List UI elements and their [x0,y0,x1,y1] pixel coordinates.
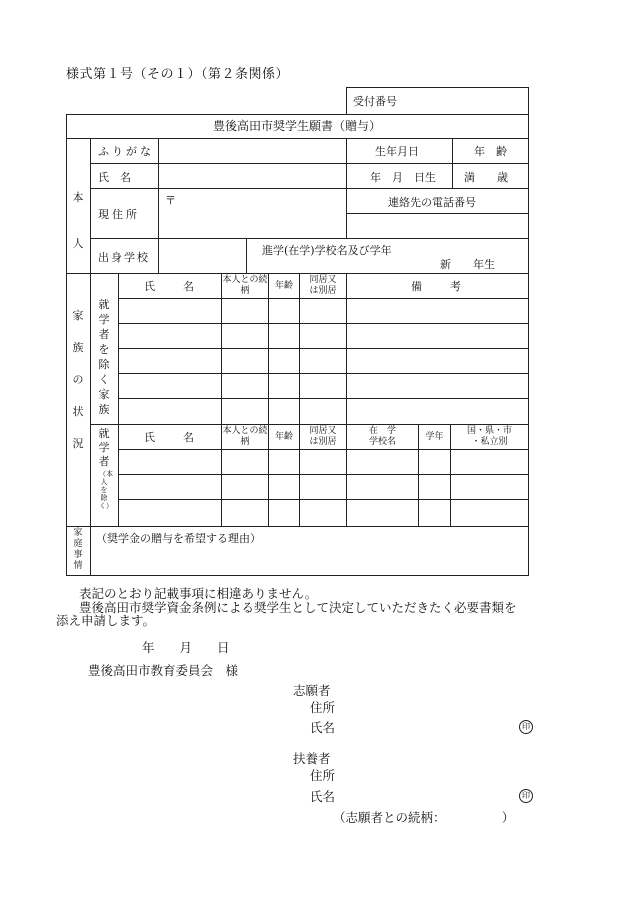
col-cohabit-divider [346,273,347,526]
receipt-number-label: 受付番号 [353,95,397,108]
row-line [118,298,528,299]
row-line [118,323,528,324]
header-cohabit-1: 同居又は別居 [309,275,337,296]
row-line [118,348,528,349]
guardian-seal-icon: 印 [519,789,533,803]
row-line [118,474,528,475]
circumstances-text[interactable]: （奨学金の贈与を希望する理由） [96,532,261,545]
birthdate-label: 生年月日 [375,145,419,158]
address-label: 現住所 [98,208,140,221]
guardian-relation: （志願者との続柄： ） [333,810,515,825]
form-label: 様式第１号（その１）（第２条関係） [66,67,290,82]
header-name-2: 氏 名 [144,431,196,444]
family-section-bottom [66,526,528,527]
furigana-label: ふりがな [98,145,154,158]
header-age-1: 年齢 [274,281,293,291]
applicant-side-label: 本人 [72,191,84,250]
row-line [118,373,528,374]
address-row-bottom [90,238,528,239]
header-grade: 学年 [425,432,444,442]
receipt-number-field[interactable] [420,90,524,110]
header-relation-2: 本人との続柄 [222,426,268,447]
applicant-side-divider [90,138,91,273]
applicant-sign-name: 氏名 [310,720,336,735]
family-group-divider [118,273,119,526]
header-remarks-1: 備 考 [411,280,463,293]
table-bottom-border [66,575,529,576]
family-side-divider [90,273,91,526]
phone-field[interactable] [348,215,526,236]
header-relation-1: 本人との続柄 [222,275,268,296]
row-line [118,449,528,450]
receipt-box-top [346,87,528,88]
applicant-section-bottom [66,273,528,274]
name-row-bottom [90,188,528,189]
family-group2-sublabel: （本人を除く） [99,470,113,510]
form-title: 豊後高田市奨学生願書（贈与） [212,119,381,133]
declaration-line-2: 豊後高田市奨学資金条例による奨学生として決定していただきたく必要書類を [79,600,517,615]
birth-col-divider [346,138,347,238]
declaration-line-1: 表記のとおり記載事項に相違ありません。 [79,586,318,601]
receipt-box-left [346,87,347,114]
table-left-border [66,114,67,575]
applicant-sign-address: 住所 [310,700,336,715]
group1-bottom [90,424,528,425]
name-label: 氏 名 [98,171,131,184]
declaration-line-3: 添え申請します。 [56,613,156,628]
header-school-type: 国・県・市 ・私立別 [466,426,512,447]
grade-value[interactable]: 新 年生 [440,258,495,271]
addressee: 豊後高田市教育委員会 様 [88,663,239,678]
circumstances-side-divider [90,526,91,575]
family-group2-label: 就学者 [98,427,110,468]
age-label: 年 齢 [474,145,507,158]
family-group1-label: 就学者を除く家族 [98,298,110,416]
postal-mark: 〒 [165,194,176,207]
furigana-field[interactable] [160,140,344,162]
header-cohabit-2: 同居又は別居 [309,426,337,447]
applicant-seal-icon: 印 [519,720,533,734]
col-name-divider [221,273,222,526]
phone-label: 連絡先の電話番号 [388,196,476,209]
header-school: 在 学 学校名 [368,426,396,447]
school-next-label: 進学(在学)学校名及び学年 [262,244,392,257]
school-from-field[interactable] [160,240,244,271]
school-mid-divider [246,238,247,273]
guardian-sign-name: 氏名 [310,789,336,804]
col-relation-divider [268,273,269,526]
furigana-row-bottom [90,163,528,164]
address-field[interactable] [176,192,344,236]
header-name-1: 氏 名 [144,280,196,293]
circumstances-side-label: 家庭事情 [73,528,83,571]
table-top-border [66,114,528,115]
guardian-sign-title: 扶養者 [293,751,331,766]
family-side-label: 家族の状況 [72,309,84,450]
title-row-bottom [66,138,528,139]
guardian-sign-address: 住所 [310,768,336,783]
row-line [118,398,528,399]
name-field[interactable] [160,165,344,187]
school-from-label: 出身学校 [98,251,150,264]
birthdate-value[interactable]: 年 月 日生 [370,171,436,184]
age-col-divider [452,138,453,188]
header-age-2: 年齢 [274,432,293,442]
phone-label-bottom [346,213,528,214]
school-label-divider [158,238,159,273]
row-line [118,499,528,500]
table-right-border [528,87,529,575]
date-line[interactable]: 年 月 日 [142,640,230,655]
age-value[interactable]: 満 歳 [464,171,508,184]
applicant-sign-title: 志願者 [293,683,331,698]
col-age-divider [299,273,300,526]
